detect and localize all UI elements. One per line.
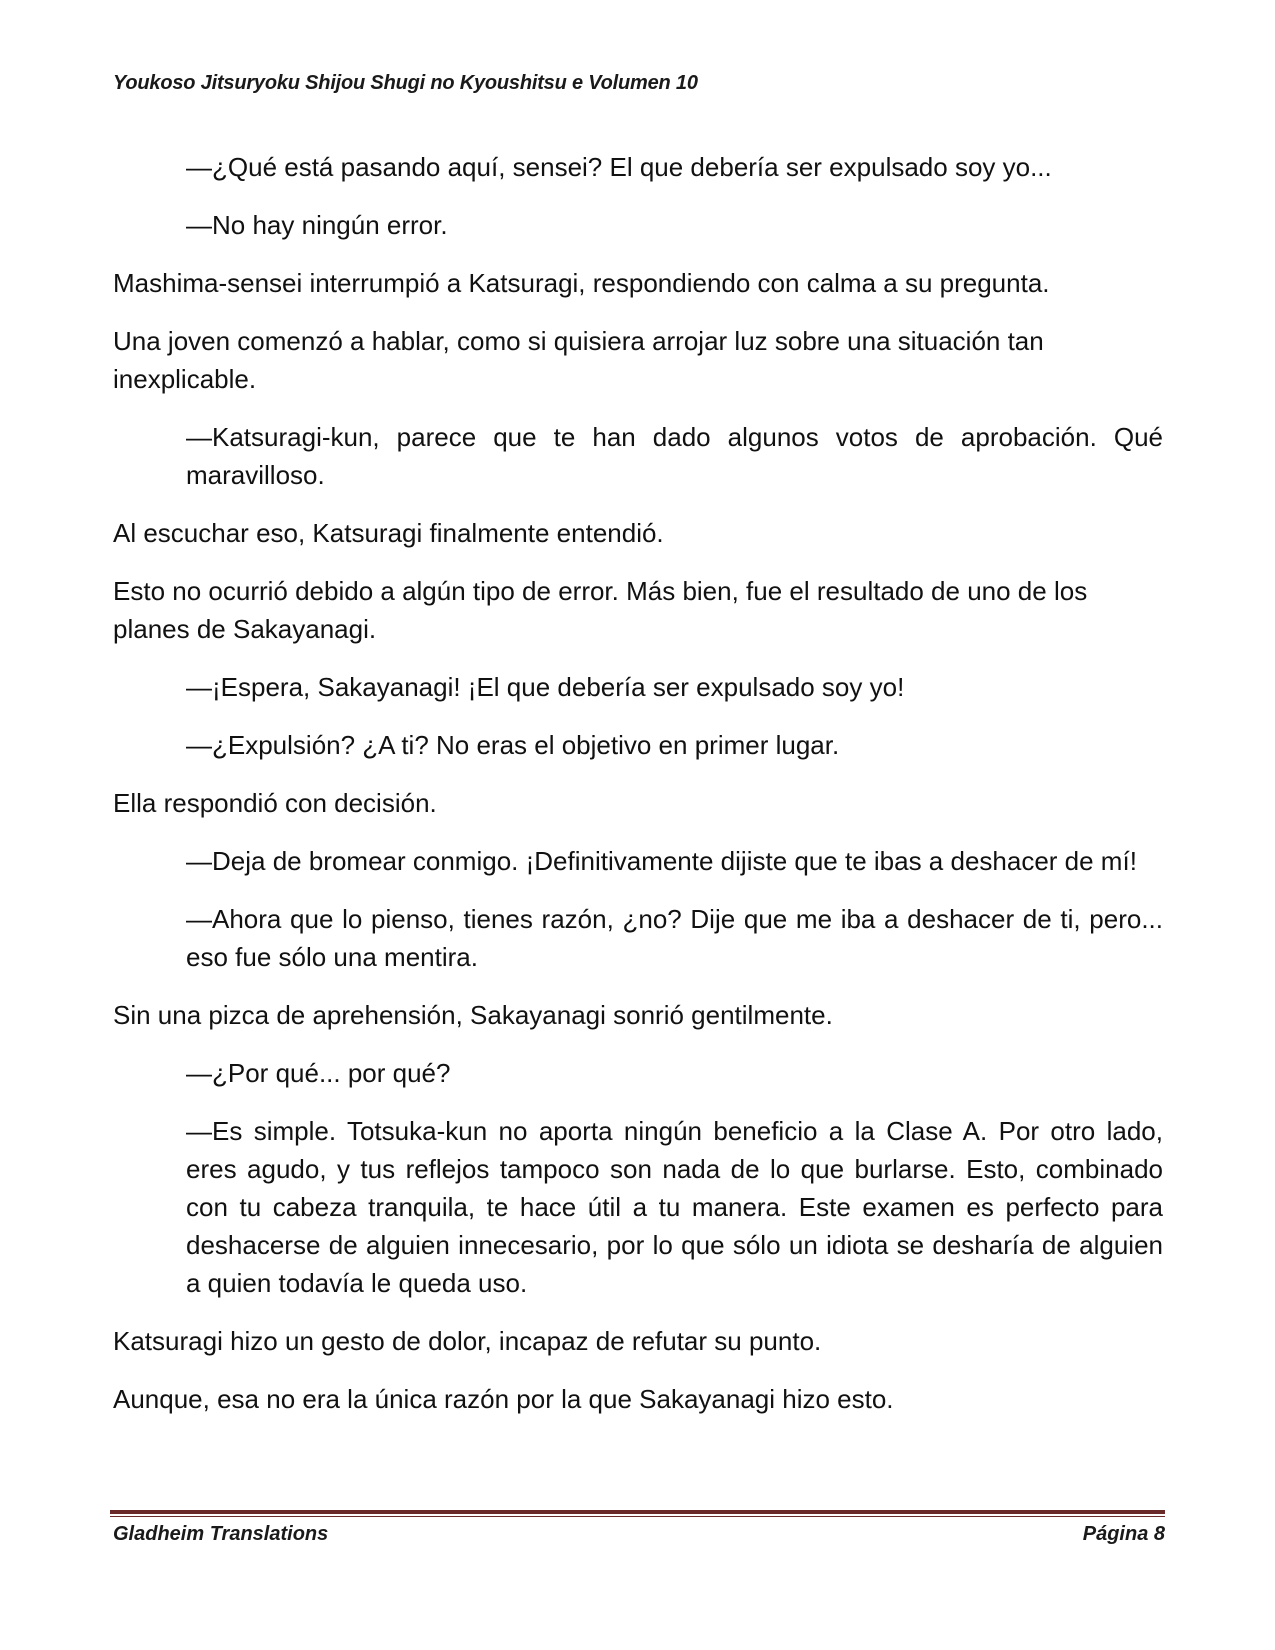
dialogue-paragraph: —¿Por qué... por qué? [186, 1058, 451, 1088]
dialogue-paragraph: —Katsuragi-kun, parece que te han dado algunos votos de aprobación. Qué maravilloso. [186, 422, 1163, 490]
narration-paragraph: Sin una pizca de aprehensión, Sakayanagi sonrió gentilmente. [113, 1000, 833, 1030]
dialogue-paragraph: —¿Qué está pasando aquí, sensei? El que debería ser expulsado soy yo... [186, 152, 1052, 182]
dialogue-paragraph: —Es simple. Totsuka-kun no aporta ningún beneficio a la Clase A. Por otro lado, eres agudo, y tus reflejos tampoco son nada de lo que burlarse. Esto, combinado con tu cabeza tranquila, te hace útil a tu manera. Este examen es perfecto para deshacerse de alguien innecesario, por lo que sólo un idiota se desharía de alguien a quien todavía le queda uso. [186, 1116, 1163, 1298]
narration-paragraph: Esto no ocurrió debido a algún tipo de error. Más bien, fue el resultado de uno de los planes de Sakayanagi. [113, 576, 1088, 644]
footer-page-number: Página 8 [1082, 1523, 1165, 1545]
dialogue-paragraph: —¡Espera, Sakayanagi! ¡El que debería ser expulsado soy yo! [186, 672, 905, 702]
page-header-title: Youkoso Jitsuryoku Shijou Shugi no Kyoushitsu e Volumen 10 [113, 72, 698, 94]
narration-paragraph: Ella respondió con decisión. [113, 788, 437, 818]
dialogue-paragraph: —¿Expulsión? ¿A ti? No eras el objetivo en primer lugar. [186, 730, 840, 760]
footer-publisher: Gladheim Translations [113, 1523, 329, 1545]
page-body [113, 148, 1163, 1438]
dialogue-paragraph: —No hay ningún error. [186, 210, 448, 240]
footer-divider-thin [110, 1516, 1165, 1517]
dialogue-paragraph: —Ahora que lo pienso, tienes razón, ¿no? Dije que me iba a deshacer de ti, pero... eso fue sólo una mentira. [186, 904, 1163, 972]
narration-paragraph: Una joven comenzó a hablar, como si quisiera arrojar luz sobre una situación tan inexplicable. [113, 326, 1044, 394]
narration-paragraph: Aunque, esa no era la única razón por la que Sakayanagi hizo esto. [113, 1384, 894, 1414]
footer-divider [110, 1510, 1165, 1514]
narration-paragraph: Katsuragi hizo un gesto de dolor, incapaz de refutar su punto. [113, 1326, 822, 1356]
narration-paragraph: Al escuchar eso, Katsuragi finalmente entendió. [113, 518, 664, 548]
narration-paragraph: Mashima-sensei interrumpió a Katsuragi, respondiendo con calma a su pregunta. [113, 268, 1050, 298]
dialogue-paragraph: —Deja de bromear conmigo. ¡Definitivamente dijiste que te ibas a deshacer de mí! [186, 846, 1137, 876]
